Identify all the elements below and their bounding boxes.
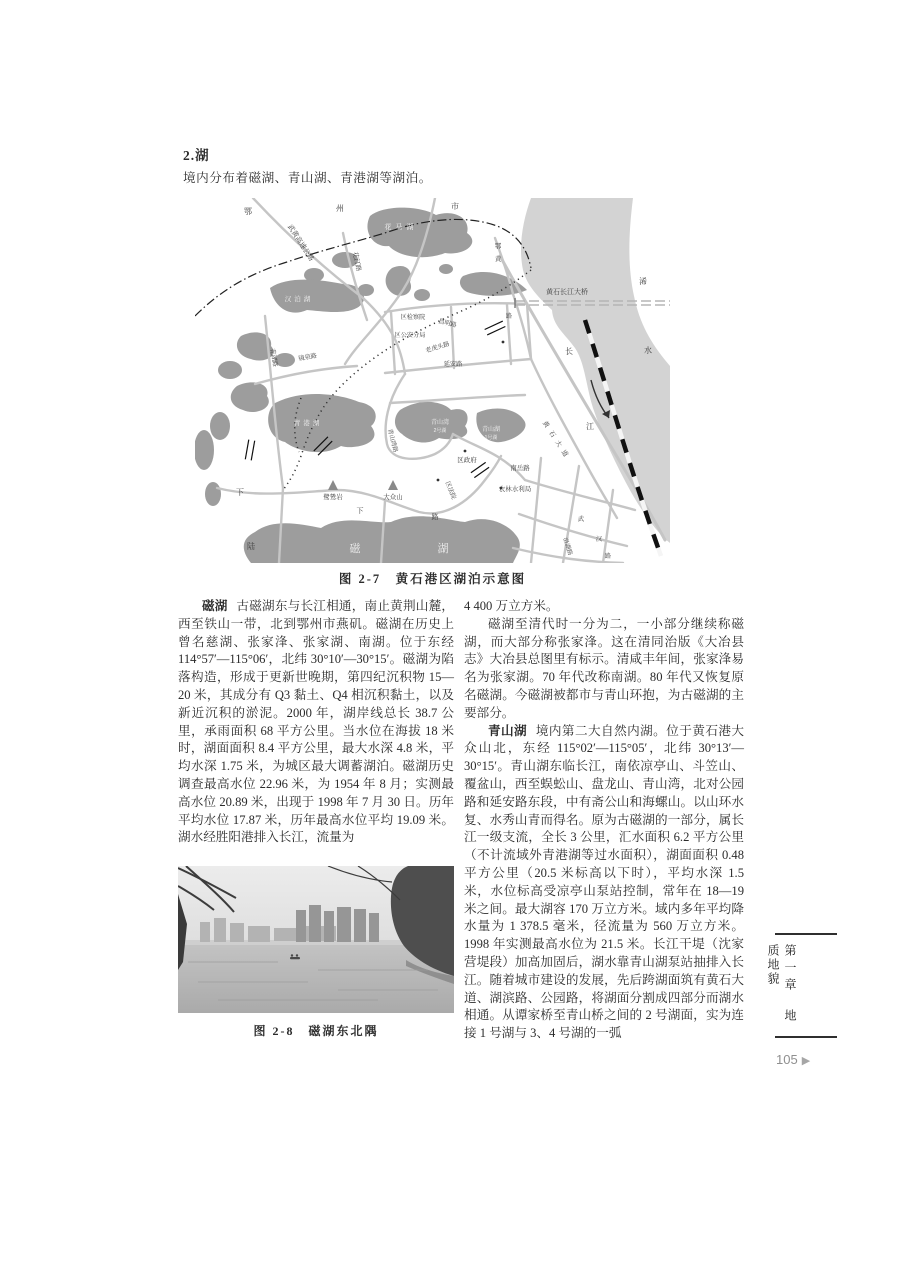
margin-rule-bottom: [775, 1036, 837, 1038]
map-label: 1号湖: [484, 435, 498, 441]
map-label: 延安路: [443, 361, 463, 368]
map-figure-huangshigang-lakes: [195, 198, 670, 563]
paragraph-cilake-continuation: 4 400 万立方米。: [464, 599, 559, 613]
map-hill-markers: [328, 480, 398, 490]
map-label: 下: [236, 488, 244, 497]
map-river-yangtze: [521, 198, 670, 543]
map-label: 黄: [494, 256, 502, 263]
map-label: 陆: [247, 542, 255, 551]
map-label: 长: [565, 347, 573, 356]
map-label: 州: [336, 204, 344, 213]
page-number: [776, 1052, 810, 1067]
term-qingshan-lake: 青山湖: [487, 723, 528, 738]
map-label: 武: [577, 516, 585, 523]
term-cilake: 磁湖: [201, 599, 228, 613]
map-label: 鄂: [244, 207, 252, 216]
photo-figure-ci-lake: [178, 866, 454, 1013]
paragraph-qingshan-lake: [464, 723, 744, 1043]
map-label: 区政府: [457, 457, 477, 464]
map-label: 武黄高速公路: [285, 223, 315, 263]
map-label: 下: [356, 508, 364, 515]
paragraph-qingshan-text: 境内第二大自然内湖。位于黄石港大众山北，东经 115°02′—115°05′，北纬 30°13′—30°15′。青山湖东临长江，南依凉亭山、斗笠山、覆盆山，西至蜈蚣山、盘龙山、青山湾，北对公园路和延安路东段，中有斋公山和海螺山。以山环水复、水秀山青而得名。原为古磁湖的一部分，属长江一级支流，全长 3 公里，汇水面积 6.2 平方公里（不计流域外青港湖等过水面积），湖面面积 0.48 平方公里（20.5 米标高以下时），平均水深 1.5 米，水位标高受凉亭山泵站控制，常年在 18—19 米之间。最大湖容 170 万立方米。域内多年平均降水量为 1 378.5 毫米，径流量为 560 万立方米。1998 年实测最高水位为 21.5 米。长江干堤（沈家营堤段）加高加固后，湖水靠青山湖泵站抽排入长江。随着城市建设的发展，先后跨湖面筑有黄石大道、湖滨路、公园路，将湖面分割成四部分而湖水相通。从谭家桥至青山桥之间的 2 号湖面，实为连接 1 号湖与 3、4 号湖的一弧: [464, 723, 745, 1041]
intro-text: 境内分布着磁湖、青山湖、青港湖等湖泊。: [183, 171, 432, 185]
map-label: 老虎头路: [424, 340, 451, 355]
figure-caption-2-7: 图 2-7 黄石港区湖泊示意图: [338, 572, 527, 586]
photo-ci-lake-northeast: [178, 866, 454, 1013]
map-label: 南岳路: [510, 465, 530, 472]
map-label: 区法院: [443, 480, 458, 501]
map-label: 2号湖: [433, 428, 447, 434]
map-label: 大众山: [383, 494, 403, 501]
map-label: 浠: [639, 277, 647, 286]
map-image: [195, 198, 670, 563]
map-label: 青山湖: [481, 427, 501, 433]
map-label: 鄂: [494, 243, 502, 250]
map-label: 镜泉路: [297, 352, 318, 363]
map-label: 市: [451, 202, 459, 211]
paragraph-cilake: [178, 598, 454, 847]
right-column: [464, 598, 744, 1043]
map-label: 磁: [349, 543, 361, 555]
map-label: 区公安分局: [394, 332, 426, 339]
map-label: 汉泊湖: [284, 296, 314, 303]
map-label: 路: [431, 514, 439, 521]
map-label: 水: [644, 346, 652, 355]
map-label: 汉: [595, 536, 603, 543]
map-label: 青山湾路: [385, 428, 398, 454]
map-label: 湖: [437, 543, 449, 555]
map-label: 青山湾: [430, 420, 450, 426]
map-label: 花湖路: [268, 347, 279, 368]
map-label: 黄石长江大桥: [546, 289, 588, 296]
map-label: 花马湖: [384, 224, 418, 231]
section-heading: 2.湖: [183, 148, 210, 163]
map-label: 黄石大道: [540, 419, 572, 463]
figure-caption-2-8: 图 2-8 磁湖东北隅: [253, 1024, 379, 1038]
map-label: 农林水利局: [498, 486, 532, 493]
map-label: 路: [505, 313, 513, 320]
map-label: 江: [586, 422, 594, 431]
map-label: 昌明路: [437, 317, 458, 330]
map-label: 区检察院: [400, 314, 426, 321]
margin-chapter-block: [766, 944, 799, 1032]
margin-rule-top: [775, 933, 837, 935]
page-number-arrow-icon: ▶: [801, 1055, 811, 1067]
paragraph-cilake-text: 古磁湖东与长江相通，南止黄荆山麓，西至铁山一带，北到鄂州市燕矶。磁湖在历史上曾名慈湖、张家浲、张家湖、南湖。位于东经 114°57′—115°06′，北纬 30°10′—30°15′。磁湖为陷落构造，形成于更新世晚期，第四纪沉积物 15—20 米，其成分有 Q3 黏土、Q4 相沉积黏土，以及新近沉积的淤泥。2000 年，湖岸线总长 38.7 公里，承雨面积 68 平方公里。当水位在海拔 18 米时，湖面面积 8.4 平方公里，最大水深 4.8 米，平均水深 1.75 米，为城区最大调蓄湖泊。磁湖历史调查最高水位 22.96 米，为 1954 年 8 月；实测最高水位 20.89 米，出现于 1998 年 7 月 30 日。历年平均水位 17.87 米，历年最高水位平均 19.09 米。湖水经胜阳港排入长江，流量为: [178, 599, 455, 845]
margin-chapter: 第一章: [783, 944, 797, 995]
paragraph-cilake-history: 磁湖至清代时一分为二，一小部分继续称磁湖，而大部分称张家浲。这在清同治版《大冶县志》大冶县总图里有标示。清咸丰年间，张家浲易名为张家湖。70 年代改称南湖。80 年代又恢复原名磁湖。今磁湖被都市与青山环抱，为古磁湖的主要部分。: [464, 616, 744, 720]
map-label: 鹭鸶岩: [323, 494, 343, 501]
map-label: 花汀路: [351, 251, 362, 272]
margin-section: 地质地貌: [766, 944, 797, 1023]
map-label: 路: [604, 553, 612, 560]
page-number-value: 105: [776, 1052, 798, 1067]
map-label: 沿湖路: [561, 537, 573, 557]
left-column: [178, 598, 454, 847]
map-label: 青港湖: [293, 420, 323, 427]
